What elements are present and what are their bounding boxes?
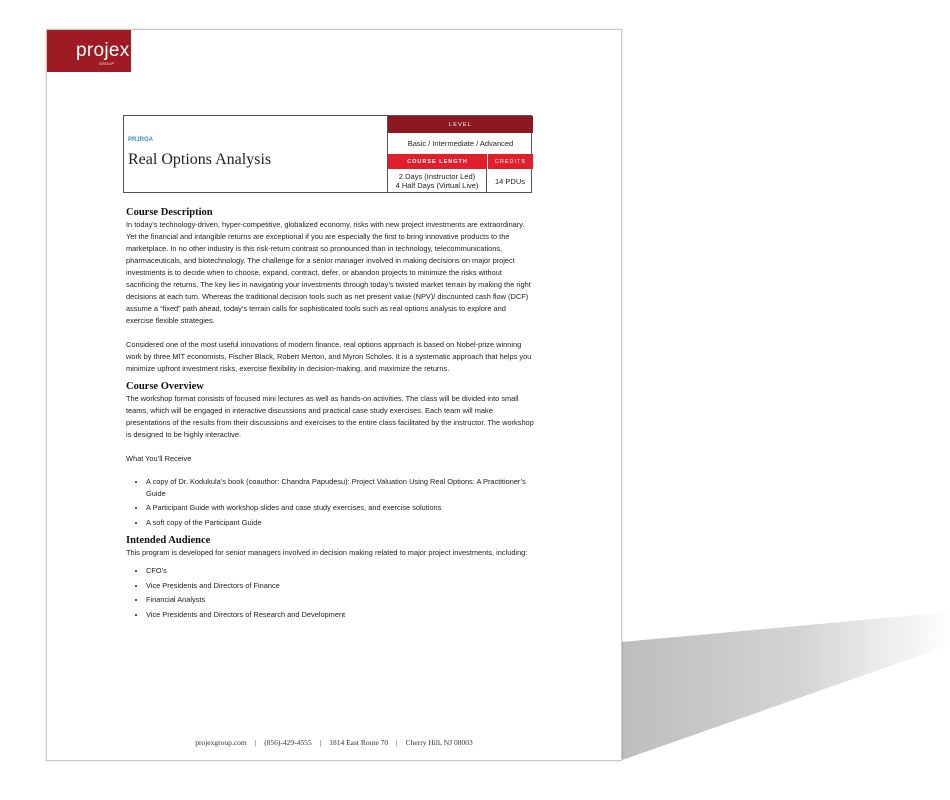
course-length-header: COURSE LENGTH <box>388 154 487 169</box>
footer-city: Cherry Hill, NJ 08003 <box>405 738 473 747</box>
course-header-box <box>123 115 532 193</box>
credits-header: CREDITS <box>488 154 533 169</box>
course-description-heading: Course Description <box>126 207 213 218</box>
course-description-paragraph-2: Considered one of the most useful innovations of modern finance, real options approach is based on Nobel-prize winning work by three MIT economists, Fischer Black, Robert Merton, and Myron Scholes. It is a systematic approach that helps you minimize upfront investment risks, exercise flexibility in decision-making, and maximize the returns. <box>126 340 532 373</box>
document-body <box>126 206 534 624</box>
level-value: Basic / Intermediate / Advanced <box>407 139 514 148</box>
course-length-value <box>388 169 487 193</box>
course-title: Real Options Analysis <box>128 151 272 168</box>
list-item: • CFO’s <box>146 565 534 577</box>
course-info-table <box>387 116 533 193</box>
list-item: • A Participant Guide with workshop slides and case study exercises, and exercise solutions <box>146 502 534 514</box>
list-item: • Vice Presidents and Directors of Finance <box>146 580 534 592</box>
course-overview-heading: Course Overview <box>126 381 204 392</box>
course-code: PRJROA <box>128 137 154 143</box>
what-you-receive-label: What You’ll Receive <box>126 454 192 463</box>
footer-website: projexgroup.com <box>195 738 247 747</box>
level-header: LEVEL <box>388 116 533 133</box>
length-virtual-live: 4 Half Days (Virtual Live) <box>395 181 479 190</box>
intended-audience-heading: Intended Audience <box>126 535 211 546</box>
footer-phone: (856)-429-4555 <box>264 738 312 747</box>
length-instructor-led: 2 Days (Instructor Led) <box>398 172 476 181</box>
page-footer: projexgroup.com | (856)-429-4555 | 1814 East Route 70 | Cherry Hill, NJ 08003 <box>195 738 473 747</box>
document-page <box>46 29 622 761</box>
list-item: • A copy of Dr. Kodukula’s book (coauthor: Chandra Papudesu): Project Valuation Using Real Options: A Practitioner’s Guide <box>146 476 534 499</box>
receive-list <box>126 476 534 528</box>
logo-text: projex <box>76 40 130 61</box>
list-item: • Financial Analysts <box>146 594 534 606</box>
audience-list <box>126 565 534 620</box>
projex-logo <box>47 30 131 72</box>
list-item: • Vice Presidents and Directors of Research and Development <box>146 609 534 621</box>
intended-audience-paragraph: This program is developed for senior managers involved in decision making related to major project investments, including: <box>126 548 528 557</box>
course-overview-paragraph: The workshop format consists of focused mini lectures as well as hands-on activities. The class will be divided into small teams, which will be engaged in interactive discussions and practical case study exercises. Each team will make presentations of the results from their discussions and exercises to the entire class facilitated by the instructor. The workshop is designed to be highly interactive. <box>126 394 534 439</box>
course-description-paragraph-1: In today’s technology-driven, hyper-competitive, globalized economy, risks with new project investments are extraordinary. Yet the financial and intangible returns are exceptional if you are especially the first to bring innovative products to the marketplace. In no other industry is this risk-return contrast so pronounced than in technology, telecommunications, pharmaceuticals, and biotechnology. The challenge for a senior manager involved in making decisions on major project investments is to decide when to choose, expand, contract, defer, or abandon projects to minimize the risks without sacrificing the returns. The key lies in navigating your investments through today’s twisted market terrain by making the right decisions at each turn. Whereas the traditional decision tools such as net present value (NPV)/ discounted cash flow (DCF) assume a “fixed” path ahead, today’s terrain calls for sophisticated tools such as real options analysis to explore and exercise flexible strategies. <box>126 220 531 325</box>
footer-address: 1814 East Route 70 <box>329 738 389 747</box>
logo-subtext: GROUP <box>99 62 115 66</box>
credits-value: 14 PDUs <box>494 176 525 186</box>
list-item: • A soft copy of the Participant Guide <box>146 517 534 529</box>
